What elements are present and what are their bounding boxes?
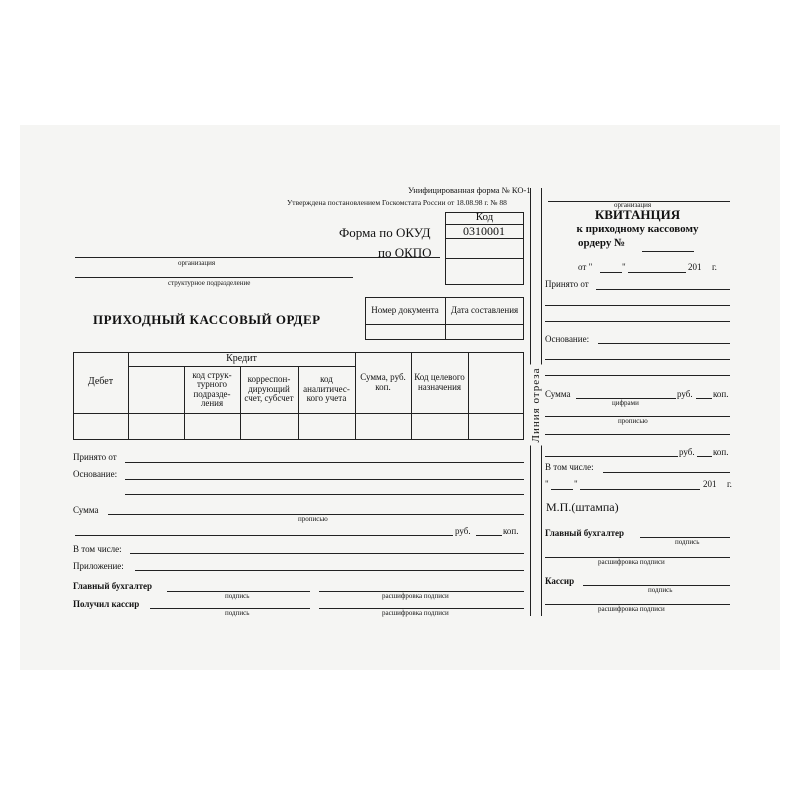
- receipt-including-label: В том числе:: [545, 462, 594, 472]
- receipt-sum-words-line-2[interactable]: [545, 434, 730, 435]
- unified-form-note: Унифицированная форма № КО-1: [408, 185, 531, 195]
- purpose-code-header: Код целевого назначения: [414, 372, 465, 392]
- chief-accountant-label: Главный бухгалтер: [73, 581, 153, 591]
- attachment-line[interactable]: [135, 570, 524, 571]
- organization-line: [75, 257, 440, 258]
- receipt-kop-label: коп.: [713, 389, 729, 399]
- attachment-label: Приложение:: [73, 561, 124, 571]
- receipt-month-line-2[interactable]: [580, 489, 700, 490]
- receipt-chief-accountant-label: Главный бухгалтер: [545, 528, 625, 538]
- sum-words-line[interactable]: [75, 535, 453, 536]
- receipt-cashier-label: Кассир: [545, 576, 575, 586]
- cut-line-label: Линия отреза: [530, 365, 542, 446]
- receipt-sum-label: Сумма: [545, 389, 571, 399]
- receipt-month-line[interactable]: [628, 272, 686, 273]
- okud-label: Форма по ОКУД: [339, 225, 431, 240]
- okpo-label: по ОКПО: [378, 245, 432, 260]
- debit-header: Дебет: [87, 376, 114, 388]
- receipt-title: КВИТАНЦИЯ: [594, 207, 681, 222]
- in-words-caption: прописью: [298, 515, 328, 523]
- decoding-caption-2: расшифровка подписи: [382, 609, 449, 617]
- receipt-decoding-caption-2: расшифровка подписи: [598, 605, 665, 613]
- sum-label: Сумма: [73, 505, 99, 515]
- stamp-label: М.П.(штампа): [546, 500, 619, 514]
- receipt-basis-line-3[interactable]: [545, 375, 730, 376]
- basis-label: Основание:: [73, 469, 118, 479]
- receipt-number-line[interactable]: [642, 251, 694, 252]
- credit-header: Кредит: [226, 353, 257, 365]
- received-from-line[interactable]: [125, 462, 524, 463]
- signature-caption: подпись: [225, 592, 250, 600]
- kop-label: коп.: [503, 526, 519, 536]
- analytic-code-header: код аналитичес-кого учета: [303, 374, 350, 404]
- receipt-signature-caption-2: подпись: [648, 586, 673, 594]
- doc-date-label: Дата составления: [450, 304, 519, 315]
- receipt-day-line-2[interactable]: [551, 489, 573, 490]
- receipt-year-suffix: г.: [712, 262, 717, 272]
- receipt-kop-label-2: коп.: [713, 447, 729, 457]
- subdivision-caption: структурное подразделение: [168, 279, 251, 287]
- receipt-basis-line-2[interactable]: [545, 359, 730, 360]
- okud-value: 0310001: [463, 224, 505, 238]
- receipt-basis-line[interactable]: [598, 343, 730, 344]
- receipt-sum-words-line-3[interactable]: [545, 456, 678, 457]
- decoding-caption: расшифровка подписи: [382, 592, 449, 600]
- receipt-year: 201: [688, 262, 702, 272]
- cashier-received-label: Получил кассир: [73, 599, 140, 609]
- kop-line[interactable]: [476, 535, 502, 536]
- receipt-day-line[interactable]: [600, 272, 622, 273]
- receipt-date-quote-open: ": [545, 479, 549, 489]
- subdivision-code-header: код струк-турного подразде-ления: [192, 369, 232, 408]
- receipt-kop-line-2[interactable]: [697, 456, 712, 457]
- receipt-subtitle-2: ордеру №: [578, 237, 626, 249]
- receipt-basis-label: Основание:: [545, 334, 590, 344]
- receipt-signature-caption: подпись: [675, 538, 700, 546]
- receipt-year-2: 201: [703, 479, 717, 489]
- organization-caption: организация: [178, 259, 216, 267]
- approval-note: Утверждена постановлением Госкомстата России от 18.08.98 г. № 88: [287, 198, 507, 207]
- receipt-including-line[interactable]: [603, 472, 730, 473]
- including-label: В том числе:: [73, 544, 122, 554]
- signature-caption-2: подпись: [225, 609, 250, 617]
- receipt-rub-label: руб.: [677, 389, 693, 399]
- receipt-digits-caption: цифрами: [612, 399, 639, 407]
- receipt-in-words-caption: прописью: [618, 417, 648, 425]
- order-title: ПРИХОДНЫЙ КАССОВЫЙ ОРДЕР: [93, 312, 321, 327]
- receipt-received-from-line-3[interactable]: [545, 321, 730, 322]
- subdivision-line: [75, 277, 353, 278]
- receipt-rub-label-2: руб.: [679, 447, 695, 457]
- receipt-subtitle-1: к приходному кассовому: [576, 223, 699, 235]
- receipt-received-from-label: Принято от: [545, 279, 589, 289]
- receipt-decoding-caption: расшифровка подписи: [598, 558, 665, 566]
- code-header: Код: [475, 211, 494, 223]
- correspondent-account-header: корреспон-дирующий счет, субсчет: [244, 374, 294, 404]
- sum-header: Сумма, руб. коп.: [360, 372, 406, 392]
- rub-label: руб.: [455, 526, 471, 536]
- doc-number-label: Номер документа: [371, 304, 439, 315]
- basis-line[interactable]: [125, 479, 524, 480]
- receipt-received-from-line[interactable]: [596, 289, 730, 290]
- including-line[interactable]: [130, 553, 524, 554]
- receipt-date-from: от ": [578, 262, 593, 272]
- received-from-label: Принято от: [73, 452, 117, 462]
- receipt-received-from-line-2[interactable]: [545, 305, 730, 306]
- receipt-date-quote: ": [622, 262, 626, 272]
- receipt-date-quote-close: ": [574, 479, 578, 489]
- basis-line-2[interactable]: [125, 494, 524, 495]
- receipt-kop-line[interactable]: [696, 398, 712, 399]
- receipt-organization-caption: организация: [614, 201, 652, 209]
- receipt-year-suffix-2: г.: [727, 479, 732, 489]
